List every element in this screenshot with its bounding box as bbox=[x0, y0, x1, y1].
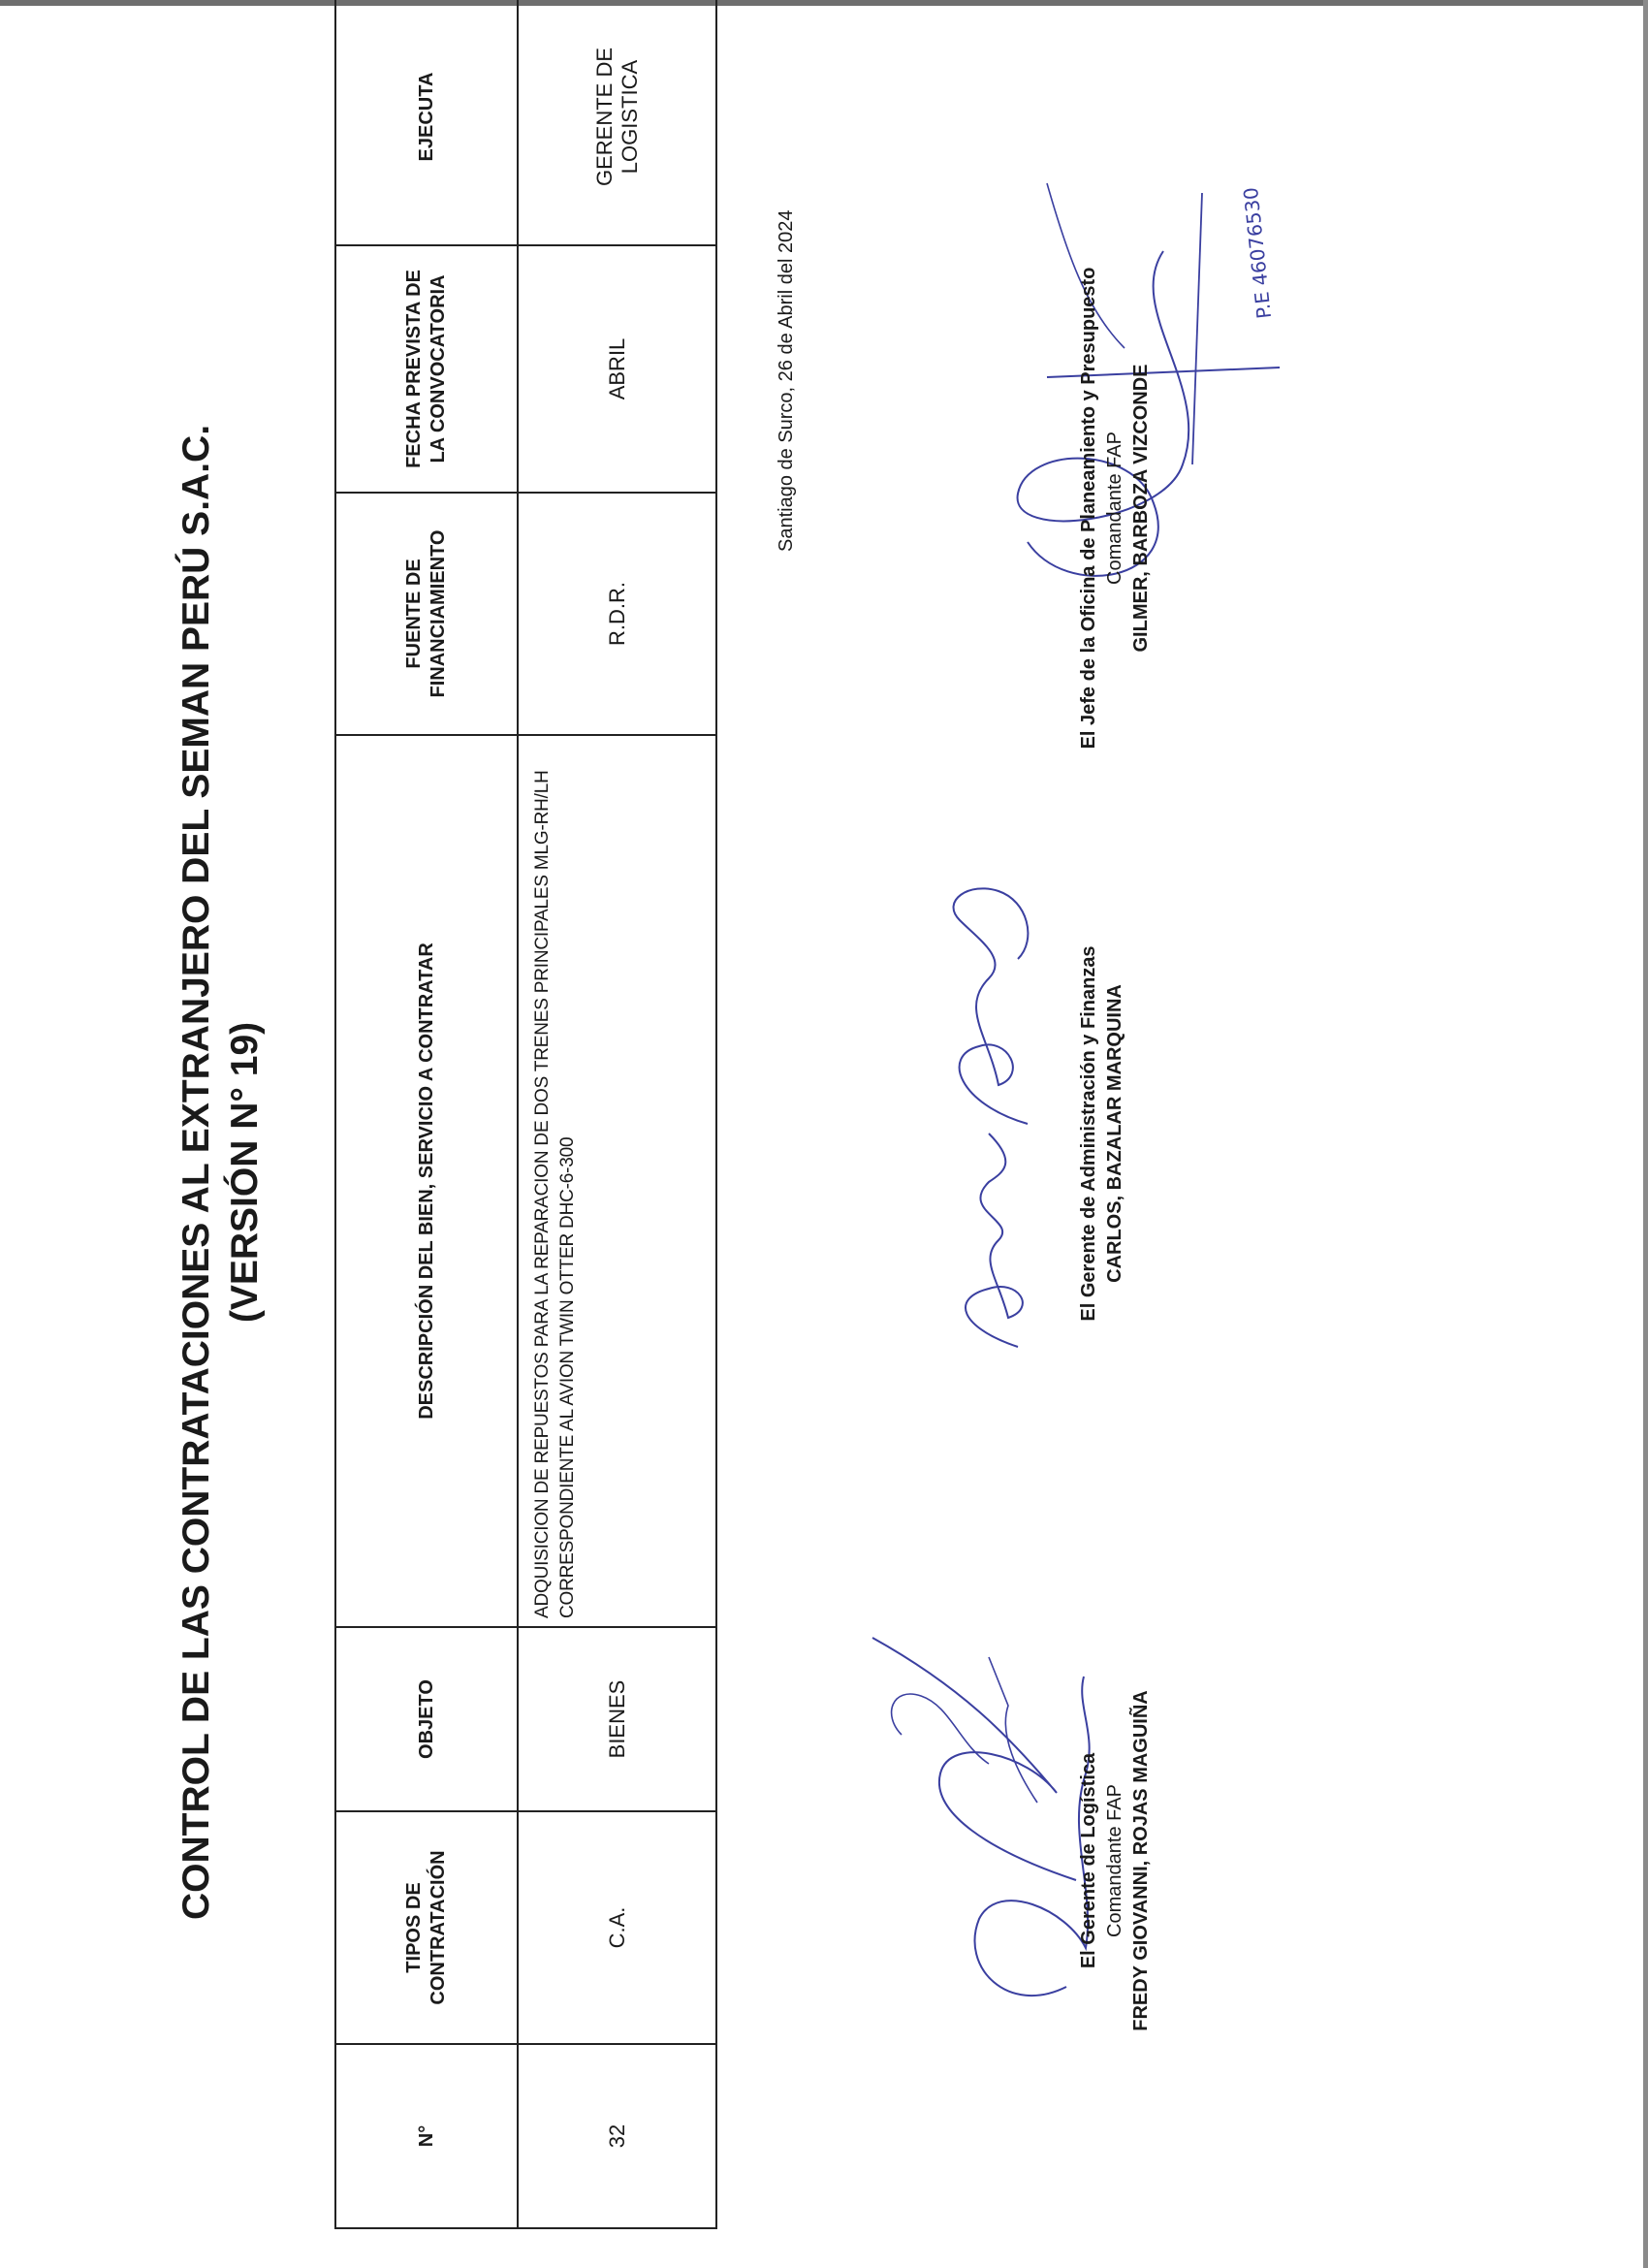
header-descripcion: DESCRIPCIÓN DEL BIEN, SERVICIO A CONTRATAR bbox=[335, 735, 518, 1627]
signature-block-planeamiento bbox=[1076, 178, 1155, 838]
cell-fuente: R.D.R. bbox=[518, 493, 716, 735]
header-num: N° bbox=[335, 2044, 518, 2228]
header-ejecuta: EJECUTA bbox=[335, 0, 518, 245]
table-header-row bbox=[335, 0, 518, 2228]
cell-fecha: ABRIL bbox=[518, 245, 716, 493]
signature-block-administracion bbox=[1076, 881, 1128, 1386]
signature-scribble-2 bbox=[902, 862, 1066, 1366]
document-title bbox=[173, 348, 269, 1996]
cell-objeto: BIENES bbox=[518, 1627, 716, 1811]
cell-tipos: C.A. bbox=[518, 1811, 716, 2044]
signature-name: GILMER, BARBOZA VIZCONDE bbox=[1130, 364, 1152, 653]
contrataciones-table bbox=[334, 0, 717, 2229]
header-objeto: OBJETO bbox=[335, 1627, 518, 1811]
signature-block-logistica bbox=[1076, 1589, 1155, 2132]
signature-role: El Gerente de Logística bbox=[1078, 1752, 1099, 1969]
signature-rank: Comandante FAP bbox=[1104, 1784, 1125, 1937]
signature-name: CARLOS, BAZALAR MARQUINA bbox=[1104, 984, 1125, 1283]
signature-name: FREDY GIOVANNI, ROJAS MAGUIÑA bbox=[1130, 1690, 1152, 2031]
title-line-1: CONTROL DE LAS CONTRATACIONES AL EXTRANJERO DEL SEMAN PERÚ S.A.C. bbox=[175, 424, 217, 1921]
cell-num: 32 bbox=[518, 2044, 716, 2228]
date-line: Santiago de Surco, 26 de Abril del 2024 bbox=[776, 209, 797, 552]
cell-descripcion: ADQUISICION DE REPUESTOS PARA LA REPARACION DE DOS TRENES PRINCIPALES MLG-RH/LH CORRESPONDIENTE AL AVION TWIN OTTER DHC-6-300 bbox=[518, 735, 716, 1627]
signature-role: El Jefe de la Oficina de Planeamiento y Presupuesto bbox=[1078, 267, 1099, 750]
header-fuente: FUENTE DE FINANCIAMIENTO bbox=[335, 493, 518, 735]
handwritten-note: P.E 46076530 bbox=[1238, 186, 1277, 320]
header-tipos: TIPOS DE CONTRATACIÓN bbox=[335, 1811, 518, 2044]
signature-role: El Gerente de Administración y Finanzas bbox=[1078, 945, 1099, 1322]
cell-ejecuta: GERENTE DE LOGISTICA bbox=[518, 0, 716, 245]
header-fecha: FECHA PREVISTA DE LA CONVOCATORIA bbox=[335, 245, 518, 493]
table-row bbox=[518, 0, 716, 2228]
title-line-2: (VERSIÓN N° 19) bbox=[224, 1021, 266, 1324]
signature-rank: Comandante FAP bbox=[1104, 431, 1125, 585]
